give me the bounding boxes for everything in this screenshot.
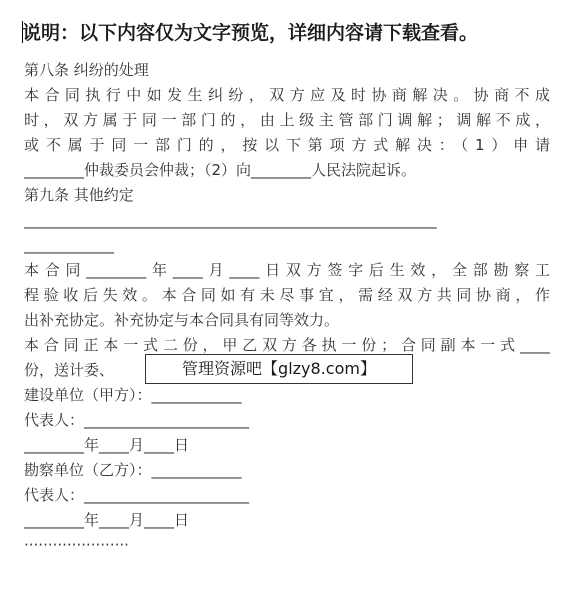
article-9-heading: 第九条 其他约定 [24, 186, 134, 204]
other-terms-blank-line-2: ____________ [24, 236, 114, 254]
party-a-date: ________年____月____日 [24, 436, 190, 454]
article-8-paragraph-line-2: 时，双方属于同一部门的，由上级主管部门调解；调解不成， [24, 111, 550, 129]
copies-line-1: 本合同正本一式二份，甲乙双方各执一份；合同副本一式____ [24, 336, 550, 354]
article-8-paragraph-line-1: 本合同执行中如发生纠纷，双方应及时协商解决。协商不成 [24, 86, 550, 104]
article-8-heading: 第八条 纠纷的处理 [24, 61, 149, 79]
party-a-unit: 建设单位（甲方）：____________ [24, 386, 242, 404]
article-8-paragraph-line-4: ________仲裁委员会仲裁；（2）向________人民法院起诉。 [24, 161, 417, 179]
party-a-representative: 代表人：______________________ [24, 411, 250, 429]
continuation-dots: ······················ [24, 536, 129, 554]
preview-notice: 说明：以下内容仅为文字预览，详细内容请下载查看。 [22, 22, 479, 44]
party-b-unit: 勘察单位（乙方）：____________ [24, 461, 242, 479]
party-b-representative: 代表人：______________________ [24, 486, 250, 504]
effective-date-line-3: 出补充协定。补充协定与本合同具有同等效力。 [24, 311, 340, 329]
effective-date-line-1: 本合同________年____月____日双方签字后生效，全部勘察工 [24, 261, 550, 279]
other-terms-blank-line-1: _______________________________________________________ [24, 211, 437, 229]
copies-line-2: 份，送计委、 [24, 361, 115, 379]
effective-date-line-2: 程验收后失效。本合同如有未尽事宜，需经双方共同协商，作 [24, 286, 550, 304]
document-body [24, 58, 550, 558]
article-8-paragraph-line-3: 或不属于同一部门的，按以下第项方式解决：（1）申请 [24, 136, 550, 154]
watermark-label: 管理资源吧【glzy8.com】 [145, 354, 413, 384]
party-b-date: ________年____月____日 [24, 511, 190, 529]
